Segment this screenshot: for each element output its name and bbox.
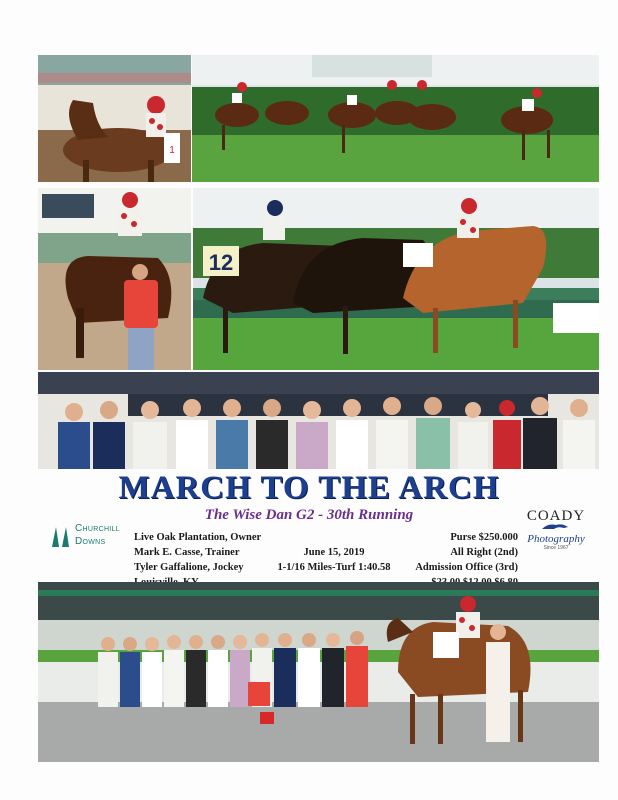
- photo-race-field: [192, 55, 599, 182]
- info-left-column: [134, 530, 261, 590]
- photo-finish: [193, 188, 599, 370]
- photographer-sub: Photography: [527, 533, 585, 545]
- saddle-cloth-number: 12: [208, 250, 234, 275]
- info-middle-column: [262, 545, 406, 575]
- track-name-line2: Downs: [75, 536, 106, 547]
- second-place: All Right (2nd): [450, 547, 518, 558]
- since-year: Since 1967: [543, 545, 569, 551]
- photo-group-strip: [38, 372, 599, 469]
- churchill-downs-logo: [50, 521, 130, 549]
- race-subtitle: The Wise Dan G2 - 30th Running: [204, 507, 414, 523]
- coady-photography-logo: [510, 508, 602, 556]
- svg-text:1: 1: [169, 145, 175, 156]
- info-right-column: [404, 530, 518, 590]
- track-name-line1: Churchill: [75, 523, 120, 534]
- photo-winners-circle: [38, 582, 599, 762]
- third-place: Admission Office (3rd): [415, 562, 518, 573]
- owner: Live Oak Plantation, Owner: [134, 532, 262, 543]
- purse: Purse $250.000: [450, 532, 518, 543]
- photo-jockey-groom: [38, 188, 191, 370]
- race-date: June 15, 2019: [303, 547, 365, 558]
- jockey: Tyler Gaffalione, Jockey: [134, 562, 244, 573]
- photo-race-closeup: [38, 55, 191, 182]
- horse-icon: [540, 521, 570, 531]
- twin-spires-icon: [50, 523, 72, 547]
- trainer: Mark E. Casse, Trainer: [134, 547, 240, 558]
- race-distance: 1-1/16 Miles-Turf 1:40.58: [277, 562, 391, 573]
- photographer-name: COADY: [526, 508, 586, 524]
- race-title: MARCH TO THE ARCH: [118, 470, 500, 506]
